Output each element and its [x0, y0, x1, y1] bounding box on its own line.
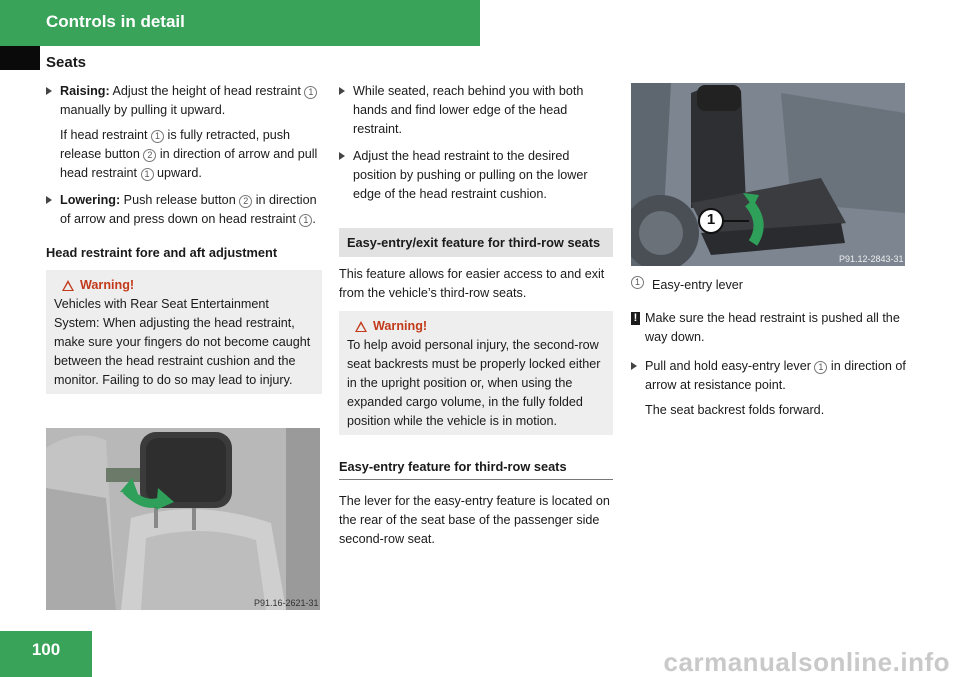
watermark: carmanualsonline.info: [663, 647, 950, 677]
easy-entry-intro: This feature allows for easier access to and exit from the vehicle’s third-row seats.: [339, 267, 605, 300]
column-middle: [339, 82, 613, 549]
corner-marker: [0, 46, 40, 70]
text: upward.: [153, 166, 202, 180]
column-right: [631, 272, 907, 428]
bullet-arrow-icon: [631, 362, 637, 370]
text: .: [312, 212, 316, 226]
step-text: While seated, reach behind you with both hands and find lower edge of the head restraint.: [353, 84, 584, 136]
notice-icon: !: [631, 312, 640, 325]
photo-code: P91.12-2843-31: [839, 254, 904, 264]
step-result: The seat backrest folds forward.: [645, 403, 825, 417]
warning-title: Warning!: [373, 319, 428, 333]
warning-icon: [355, 321, 367, 332]
text: Adjust the height of head restraint: [109, 84, 305, 98]
text: Push release button: [120, 193, 240, 207]
easy-entry-lever-photo: [631, 83, 905, 266]
step-reach-behind: [339, 82, 613, 139]
chapter-header: [0, 0, 480, 46]
photo-caption: [631, 276, 907, 295]
warning-header: [355, 317, 607, 336]
bullet-arrow-icon: [46, 196, 52, 204]
text: Pull and hold easy-entry lever: [645, 359, 815, 373]
raising-label: Raising:: [60, 84, 110, 98]
chapter-title: Controls in detail: [46, 12, 185, 31]
step-pull-lever: [631, 357, 907, 420]
text: in direction of arrow and pull head restraint: [60, 147, 318, 180]
step-text: Adjust the head restraint to the desired position by pushing or pulling on the lower edge of the head restraint cushion.: [353, 149, 588, 201]
easy-entry-heading: Easy-entry/exit feature for third-row seats: [339, 228, 613, 257]
column-left: [46, 82, 322, 394]
page-number: 100: [31, 640, 61, 659]
warning-title: Warning!: [80, 278, 135, 292]
photo-callout-1: 1: [706, 211, 716, 228]
subheading-fore-aft: Head restraint fore and aft adjustment: [46, 245, 278, 260]
caption-text: Easy-entry lever: [652, 278, 743, 292]
text: is fully retracted, push release button: [60, 128, 291, 161]
callout-2-icon: 2: [143, 149, 156, 162]
notice-box: [631, 309, 907, 347]
head-restraint-photo: [46, 428, 320, 610]
easy-entry-subheading: Easy-entry feature for third-row seats: [339, 457, 613, 480]
text: in direction of arrow at resistance point.: [645, 359, 906, 392]
bullet-arrow-icon: [46, 87, 52, 95]
callout-1-icon: 1: [814, 361, 827, 374]
text: If head restraint: [60, 128, 152, 142]
bullet-arrow-icon: [339, 152, 345, 160]
callout-1-icon: 1: [151, 130, 164, 143]
text: manually by pulling it upward.: [60, 103, 226, 117]
notice-text: Make sure the head restraint is pushed all the way down.: [645, 311, 900, 344]
easy-entry-body: The lever for the easy-entry feature is located on the rear of the seat base of the passenger side second-row seat.: [339, 494, 610, 546]
warning-box: [46, 270, 322, 394]
section-title: Seats: [46, 54, 87, 71]
page-number-box: [0, 631, 92, 677]
callout-1-icon: 1: [299, 214, 312, 227]
warning-text: Vehicles with Rear Seat Entertainment System: When adjusting the head restraint, make sure your fingers do not become caught between the head restraint cushion and the monitor. Failing to do so may lead to injury.: [54, 297, 311, 387]
warning-box: [339, 311, 613, 435]
callout-1-icon: 1: [141, 168, 154, 181]
text: in direction of arrow and press down on head restraint: [60, 193, 317, 226]
callout-1-icon: 1: [304, 86, 317, 99]
seat-illustration: [631, 83, 905, 266]
step-adjust: [339, 147, 613, 204]
warning-icon: [62, 280, 74, 291]
warning-text: To help avoid personal injury, the second-row seat backrests must be properly locked either in the upright position or, when using the expanded cargo volume, in the fully folded position while the vehicle is in motion.: [347, 338, 601, 428]
step-raising: [46, 82, 322, 183]
photo-code: P91.16-2621-31: [254, 598, 319, 608]
warning-header: [62, 276, 316, 295]
lowering-label: Lowering:: [60, 193, 121, 207]
callout-1-icon: 1: [631, 276, 644, 289]
callout-2-icon: 2: [239, 195, 252, 208]
step-lowering: [46, 191, 322, 229]
bullet-arrow-icon: [339, 87, 345, 95]
head-restraint-illustration: [46, 428, 320, 610]
